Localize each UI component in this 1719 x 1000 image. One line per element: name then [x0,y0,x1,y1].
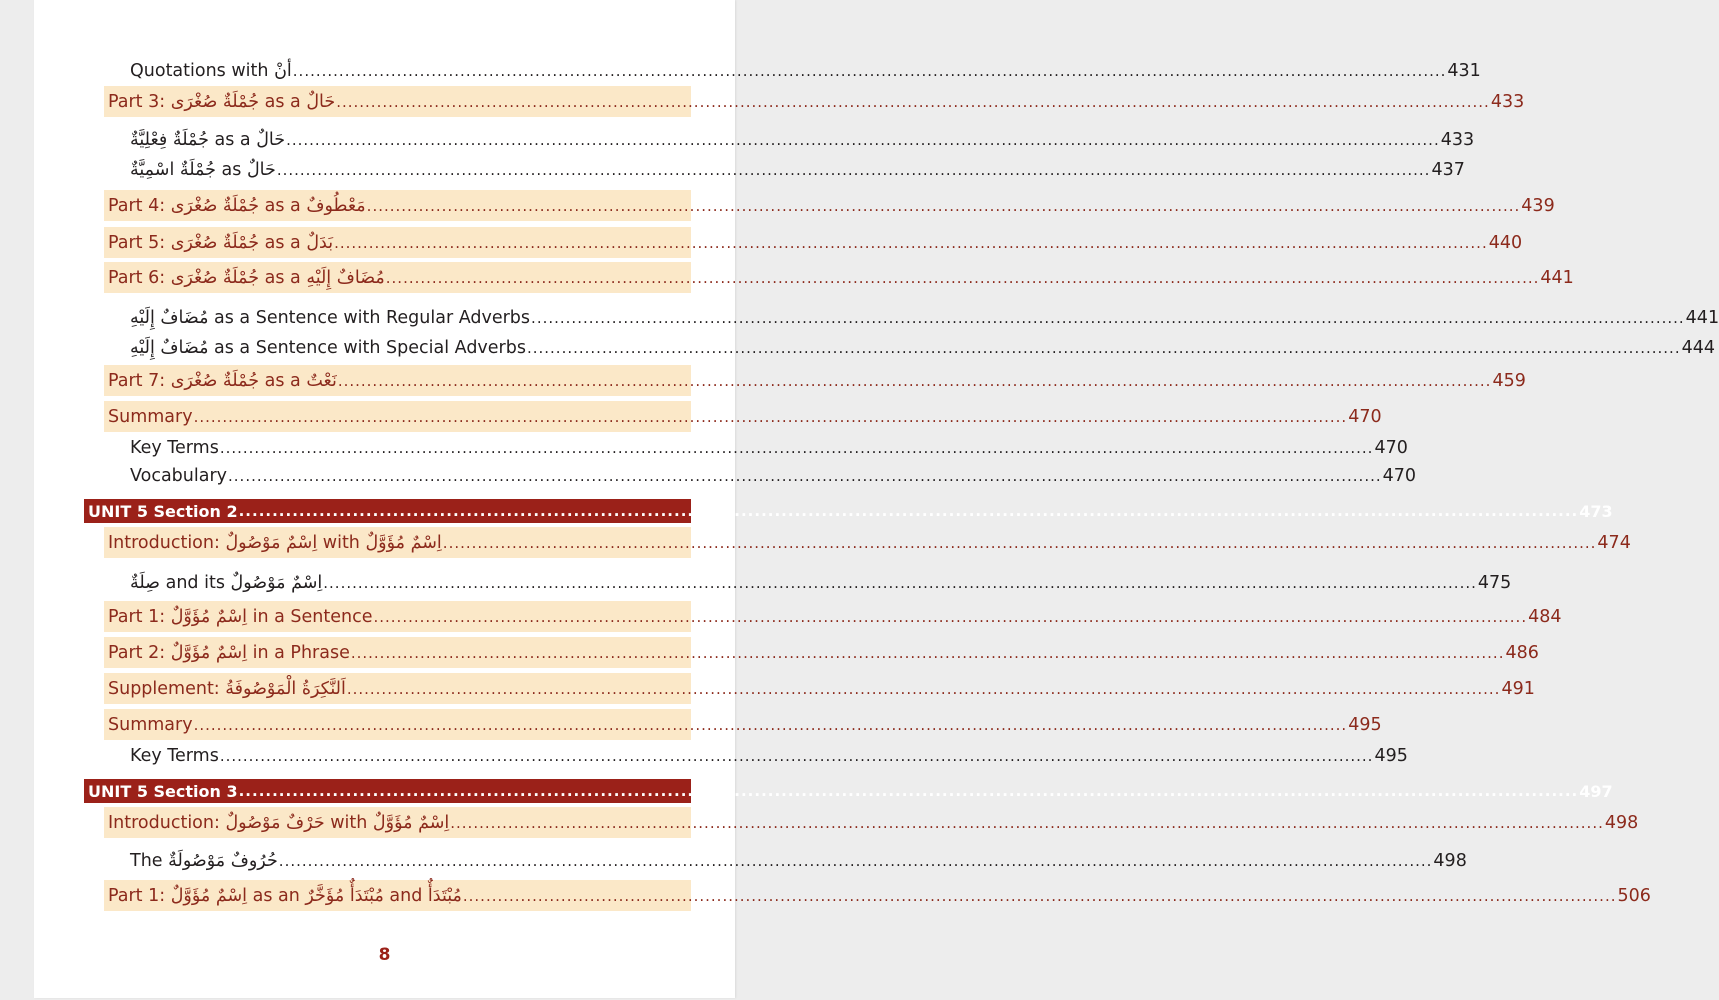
toc-entry-page: 440 [1488,232,1523,253]
dot-leader: ........................................................................................................................................................................................................ [276,160,1431,179]
dot-leader: ........................................................................................................................................................................................................ [238,782,1579,800]
dot-leader: ........................................................................................................................................................................................................ [228,466,1382,485]
toc-entry-page: 495 [1348,714,1382,735]
toc-entry-title: Part 1: اِسْمٌ مُؤَوَّلٌ as an مُبْتَدَأٌ مُؤَخَّرٌ and مُبْتَدَأٌ [108,885,462,906]
toc-entry-title: جُمْلَةٌ فِعْلِيَّةٌ as a حَالٌ [130,129,286,150]
dot-leader: ........................................................................................................................................................................................................ [334,233,1488,252]
dot-leader: ........................................................................................................................................................................................................ [193,715,1348,734]
toc-entry-sub[interactable] [130,740,1408,771]
toc-entry-page: 475 [1477,572,1512,593]
toc-entry-page: 459 [1492,370,1526,391]
toc-entry-sub[interactable] [130,154,1465,185]
toc-entry-title: Part 7: جُمْلَةٌ صُغْرَى as a نَعْتٌ [108,370,337,391]
toc-entry-page: 491 [1501,678,1535,699]
toc-entry-title: Part 1: اِسْمٌ مُؤَوَّلٌ in a Sentence [108,606,373,627]
toc-entry-title: مُضَافٌ إِلَيْهِ as a Sentence with Regular Adverbs [130,307,531,328]
dot-leader: ........................................................................................................................................................................................................ [450,813,1604,832]
toc-entry-page: 498 [1604,812,1639,833]
toc-entry-title: UNIT 5 Section 3 [88,781,238,801]
dot-leader: ........................................................................................................................................................................................................ [442,533,1597,552]
dot-leader: ........................................................................................................................................................................................................ [336,92,1490,111]
toc-entry-title: Key Terms [130,437,219,458]
toc-entry-page: 495 [1374,745,1408,766]
toc-entry-page: 470 [1374,437,1408,458]
toc-entry-sub[interactable] [130,55,1481,86]
toc-entry-title: Quotations with أنْ [130,60,292,81]
toc-entry-page: 441 [1540,267,1574,288]
toc-entry-part[interactable] [104,601,1562,632]
toc-entry-title: Supplement: اَلنَّكِرَةُ الْمَوْصُوفَةُ [108,678,346,699]
dot-leader: ........................................................................................................................................................................................................ [350,643,1505,662]
toc-entry-page: 431 [1447,60,1481,81]
toc-entry-part[interactable] [104,227,1523,258]
toc-entry-page: 473 [1579,501,1613,521]
toc-entry-part[interactable] [104,190,1555,221]
toc-entry-page: 441 [1685,307,1719,328]
dot-leader: ........................................................................................................................................................................................................ [219,746,1374,765]
toc-entry-sub[interactable] [130,567,1512,598]
toc-entry-sub[interactable] [130,332,1715,363]
toc-entry-part[interactable] [104,807,1639,838]
toc-entry-title: Summary [108,406,193,427]
toc-entry-page: 433 [1490,91,1525,112]
dot-leader: ........................................................................................................................................................................................................ [278,851,1433,870]
toc-entry-title: Part 6: جُمْلَةٌ صُغْرَى as a مُضَافٌ إِلَيْهِ [108,267,385,288]
toc-entry-sub[interactable] [130,432,1408,463]
toc-entry-title: Summary [108,714,193,735]
toc-entry-unit[interactable] [84,499,1613,523]
toc-entry-page: 470 [1382,465,1417,486]
toc-entry-sub[interactable] [130,845,1467,876]
toc-entry-page: 486 [1505,642,1539,663]
dot-leader: ........................................................................................................................................................................................................ [346,679,1501,698]
toc-entry-page: 474 [1597,532,1631,553]
dot-leader: ........................................................................................................................................................................................................ [292,61,1447,80]
toc-entry-title: The حُرُوفٌ مَوْصُولَةٌ [130,850,278,871]
toc-entry-part[interactable] [104,527,1631,558]
toc-entry-page: 470 [1348,406,1382,427]
toc-entry-part[interactable] [104,637,1539,668]
toc-entry-title: UNIT 5 Section 2 [88,501,238,521]
dot-leader: ........................................................................................................................................................................................................ [323,573,1477,592]
toc-entry-sub[interactable] [130,124,1475,155]
dot-leader: ........................................................................................................................................................................................................ [238,502,1579,520]
toc-entry-title: Key Terms [130,745,219,766]
dot-leader: ........................................................................................................................................................................................................ [337,371,1492,390]
toc-entry-sub[interactable] [130,302,1719,333]
toc-entry-part[interactable] [104,262,1574,293]
toc-entry-page: 506 [1617,885,1651,906]
toc-entry-title: Part 5: جُمْلَةٌ صُغْرَى as a بَدَلٌ [108,232,334,253]
toc-entry-part[interactable] [104,365,1526,396]
dot-leader: ........................................................................................................................................................................................................ [373,607,1528,626]
document-page [34,0,1719,998]
toc-entry-title: Introduction: حَرْفٌ مَوْصُولٌ with اِسْمٌ مُؤَوَّلٌ [108,812,450,833]
dot-leader: ........................................................................................................................................................................................................ [219,438,1374,457]
toc-entry-sub[interactable] [130,460,1417,491]
toc-entry-part[interactable] [104,880,1651,911]
toc-entry-page: 498 [1433,850,1467,871]
toc-entry-part[interactable] [104,401,1382,432]
dot-leader: ........................................................................................................................................................................................................ [385,268,1540,287]
toc-entry-page: 433 [1440,129,1475,150]
toc-entry-page: 484 [1528,606,1562,627]
dot-leader: ........................................................................................................................................................................................................ [526,338,1681,357]
dot-leader: ........................................................................................................................................................................................................ [531,308,1685,327]
toc-entry-page: 444 [1681,337,1715,358]
toc-entry-title: Vocabulary [130,465,228,486]
toc-entry-page: 497 [1579,781,1613,801]
toc-entry-part[interactable] [104,86,1525,117]
toc-entry-title: Part 4: جُمْلَةٌ صُغْرَى as a مَعْطُوفٌ [108,195,366,216]
toc-entry-page: 439 [1521,195,1555,216]
dot-leader: ........................................................................................................................................................................................................ [286,130,1440,149]
dot-leader: ........................................................................................................................................................................................................ [462,886,1617,905]
toc-entry-unit[interactable] [84,779,1613,803]
toc-entry-part[interactable] [104,673,1535,704]
dot-leader: ........................................................................................................................................................................................................ [193,407,1348,426]
toc-entry-title: صِلَةٌ and its اِسْمٌ مَوْصُولٌ [130,572,323,593]
page-number: 8 [378,945,391,965]
toc-entry-page: 437 [1431,159,1465,180]
toc-entry-title: Part 2: اِسْمٌ مُؤَوَّلٌ in a Phrase [108,642,350,663]
toc-entry-title: جُمْلَةٌ اسْمِيَّةٌ as حَالٌ [130,159,276,180]
dot-leader: ........................................................................................................................................................................................................ [366,196,1521,215]
toc-entry-title: Introduction: اِسْمٌ مَوْصُولٌ with اِسْمٌ مُؤَوَّلٌ [108,532,442,553]
toc-entry-title: Part 3: جُمْلَةٌ صُغْرَى as a حَالٌ [108,91,336,112]
toc-entry-part[interactable] [104,709,1382,740]
toc-entry-title: مُضَافٌ إِلَيْهِ as a Sentence with Special Adverbs [130,337,526,358]
